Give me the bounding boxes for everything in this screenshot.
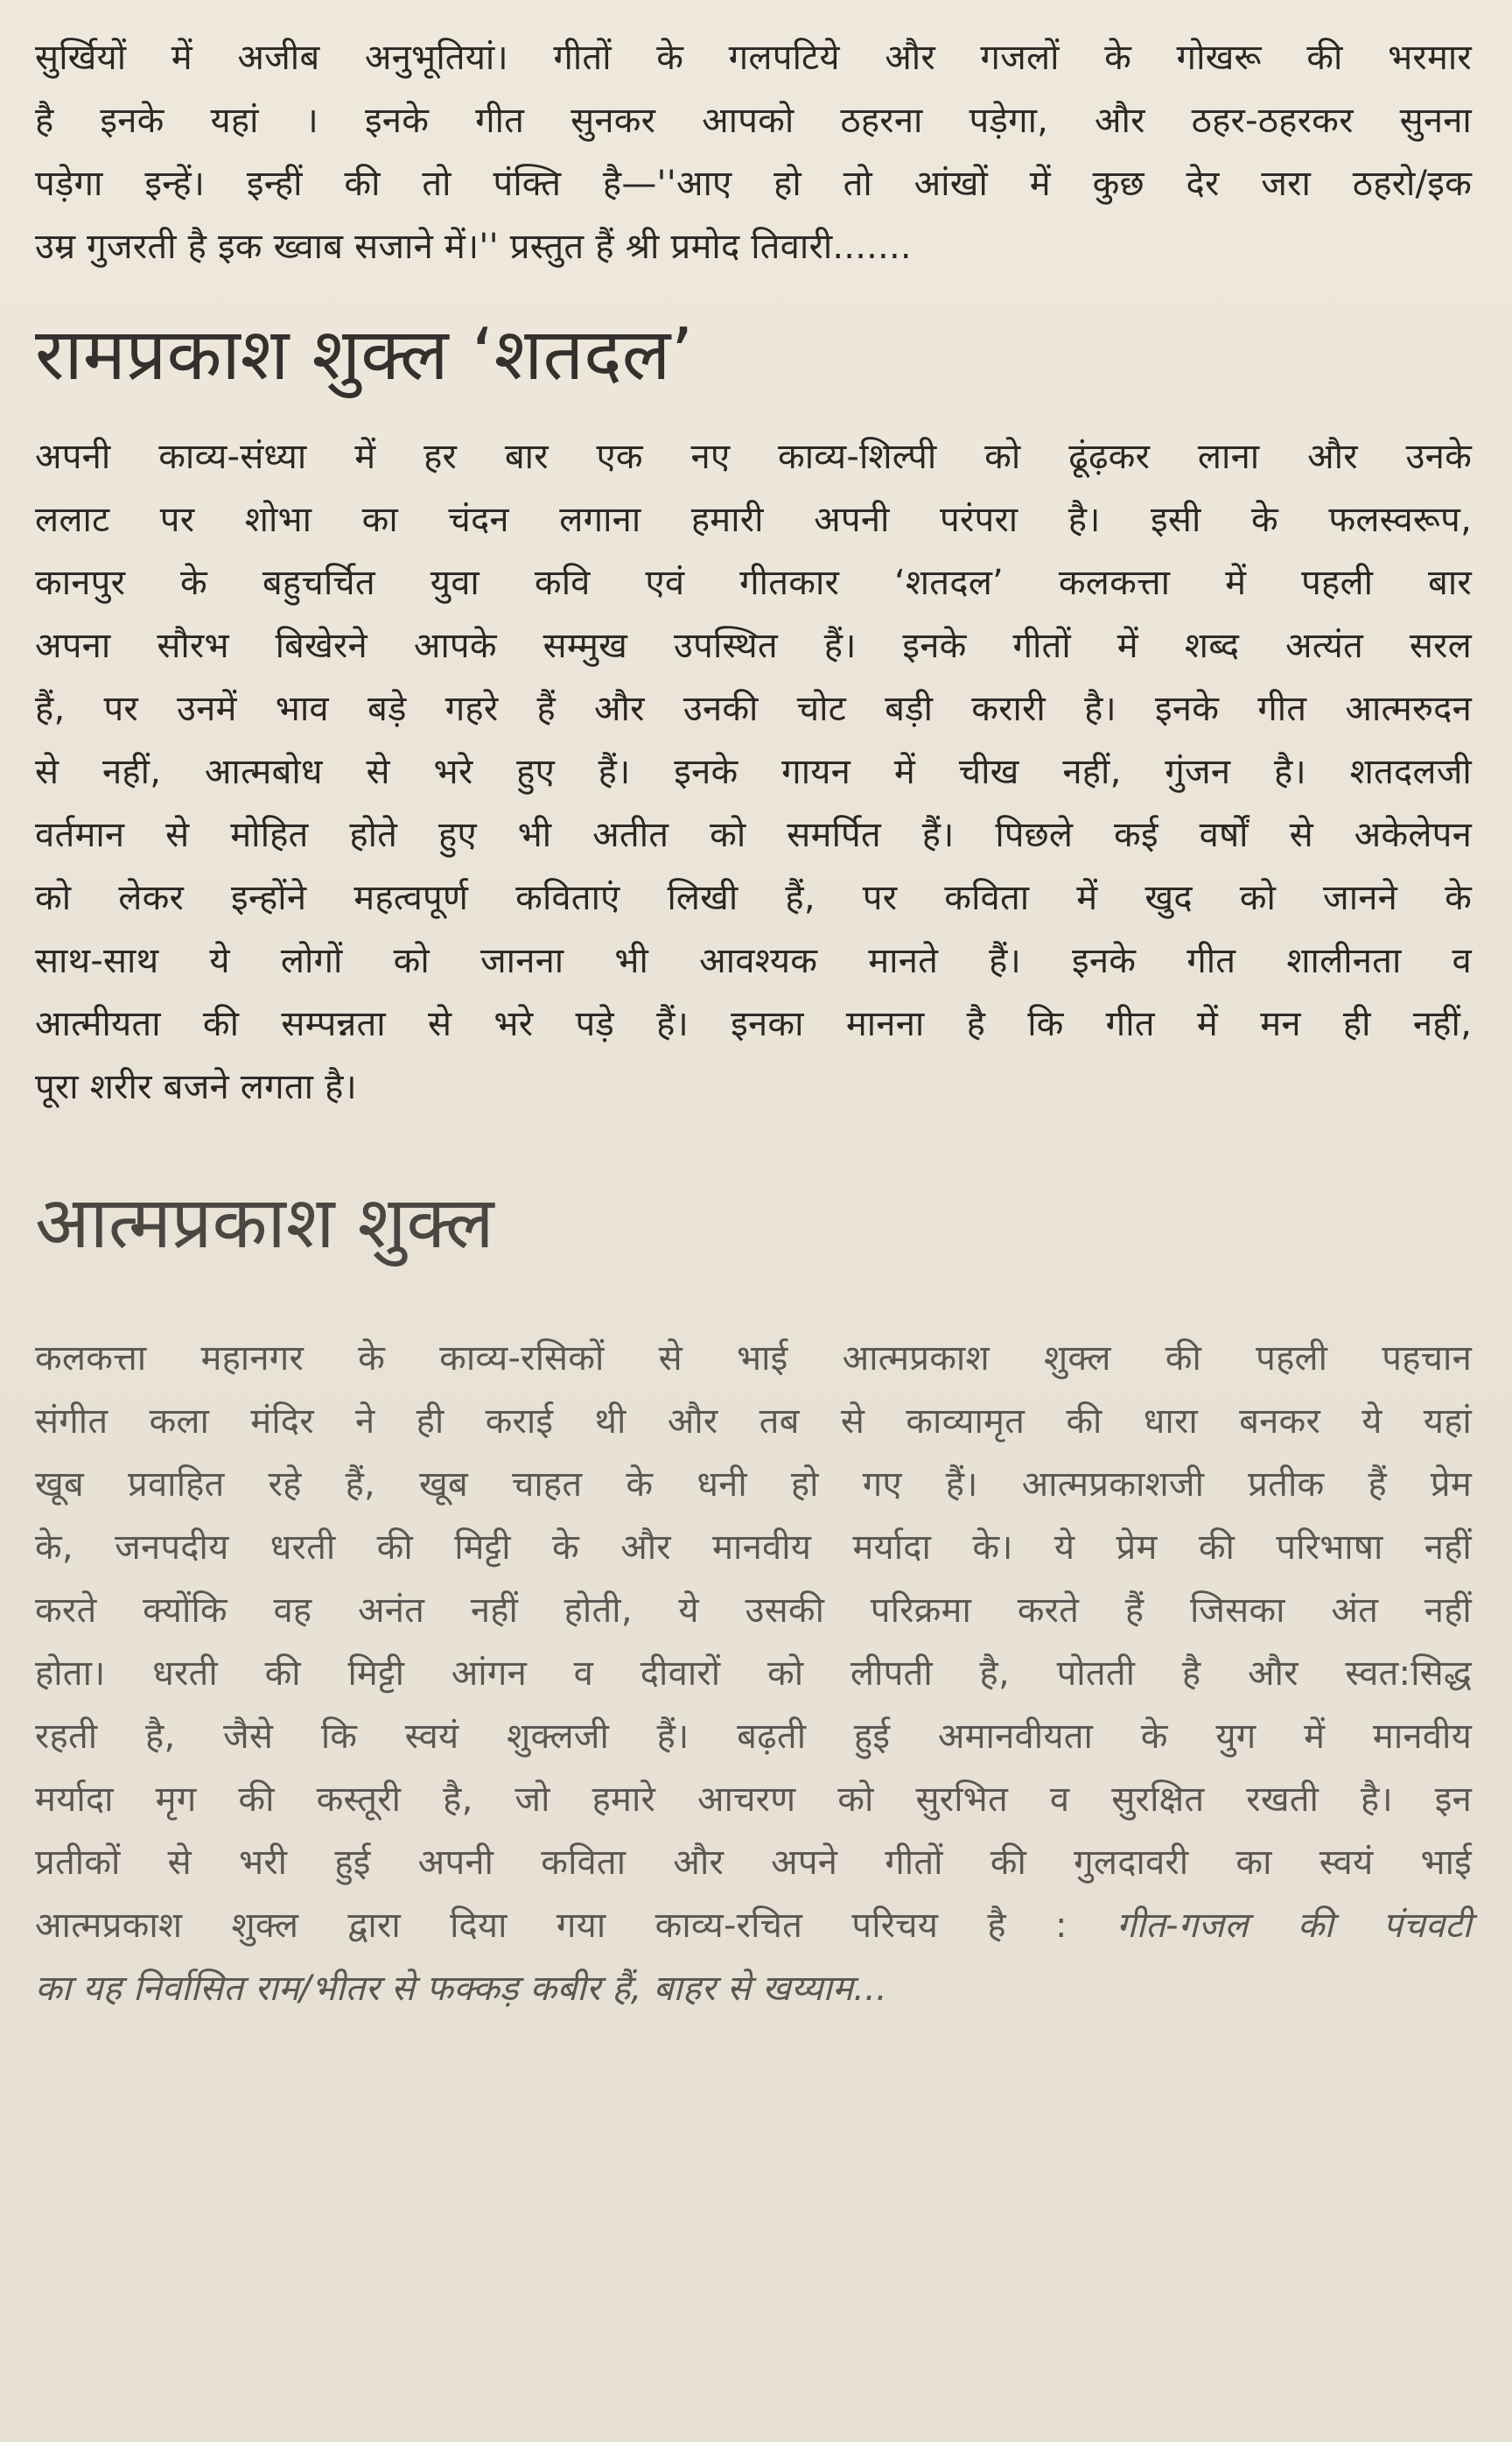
text-line: मर्यादा मृग की कस्तूरी है, जो हमारे आचरण को सुरभित व सुरक्षित रखती है। इन bbox=[35, 1779, 1472, 1820]
text-line: को लेकर इन्होंने महत्वपूर्ण कविताएं लिखी हैं, पर कविता में खुद को जानने के bbox=[35, 878, 1472, 918]
text-line: पड़ेगा इन्हें। इन्हीं की तो पंक्ति है—''आए हो तो आंखों में कुछ देर जरा ठहरो/इक bbox=[35, 164, 1472, 204]
text-line: खूब प्रवाहित रहे हैं, खूब चाहत के धनी हो गए हैं। आत्मप्रकाशजी प्रतीक हैं प्रेम bbox=[35, 1464, 1472, 1505]
text-line: कानपुर के बहुचर्चित युवा कवि एवं गीतकार ‘शतदल’ कलकत्ता में पहली बार bbox=[35, 563, 1472, 603]
text-line: आत्मीयता की सम्पन्नता से भरे पड़े हैं। इनका मानना है कि गीत में मन ही नहीं, bbox=[35, 1004, 1472, 1044]
text-line: अपना सौरभ बिखेरने आपके सम्मुख उपस्थित हैं। इनके गीतों में शब्द अत्यंत सरल bbox=[35, 626, 1472, 666]
text-line: से नहीं, आत्मबोध से भरे हुए हैं। इनके गायन में चीख नहीं, गुंजन है। शतदलजी bbox=[35, 752, 1472, 792]
text-line: संगीत कला मंदिर ने ही कराई थी और तब से काव्यामृत की धारा बनकर ये यहां bbox=[35, 1401, 1472, 1442]
text-line: है इनके यहां । इनके गीत सुनकर आपको ठहरना पड़ेगा, और ठहर-ठहरकर सुनना bbox=[35, 101, 1472, 141]
text-line: उम्र गुजरती है इक ख्वाब सजाने में।'' प्रस्तुत हैं श्री प्रमोद तिवारी....... bbox=[35, 227, 912, 267]
text-line: हैं, पर उनमें भाव बड़े गहरे हैं और उनकी चोट बड़ी करारी है। इनके गीत आत्मरुदन bbox=[35, 689, 1472, 729]
intro-paragraph bbox=[35, 26, 1472, 278]
text-line: वर्तमान से मोहित होते हुए भी अतीत को समर्पित हैं। पिछले कई वर्षों से अकेलेपन bbox=[35, 815, 1472, 855]
text-line: साथ-साथ ये लोगों को जानना भी आवश्यक मानते हैं। इनके गीत शालीनता व bbox=[35, 941, 1472, 981]
text-line: के, जनपदीय धरती की मिट्टी के और मानवीय मर्यादा के। ये प्रेम की परिभाषा नहीं bbox=[35, 1527, 1472, 1568]
text-line: अपनी काव्य-संध्या में हर बार एक नए काव्य-शिल्पी को ढूंढ़कर लाना और उनके bbox=[35, 437, 1472, 477]
quoted-verse-line: का यह निर्वासित राम/भीतर से फक्कड़ कबीर हैं, बाहर से खय्याम... bbox=[35, 1968, 887, 2009]
text-line: प्रतीकों से भरी हुई अपनी कविता और अपने गीतों की गुलदावरी का स्वयं भाई bbox=[35, 1842, 1472, 1883]
text-line: पूरा शरीर बजने लगता है। bbox=[35, 1067, 357, 1107]
text-line: सुर्खियों में अजीब अनुभूतियां। गीतों के गलपटिये और गजलों के गोखरू की भरमार bbox=[35, 38, 1472, 78]
text-line bbox=[35, 1894, 1472, 1957]
text-line: रहती है, जैसे कि स्वयं शुक्लजी हैं। बढ़ती हुई अमानवीयता के युग में मानवीय bbox=[35, 1716, 1472, 1757]
section1-paragraph bbox=[35, 425, 1472, 1119]
intro-phrase: आत्मप्रकाश शुक्ल द्वारा दिया गया काव्य-रचित परिचय है : bbox=[35, 1905, 1116, 1946]
text-line: होता। धरती की मिट्टी आंगन व दीवारों को लीपती है, पोतती है और स्वत:सिद्ध bbox=[35, 1653, 1472, 1694]
text-line: कलकत्ता महानगर के काव्य-रसिकों से भाई आत्मप्रकाश शुक्ल की पहली पहचान bbox=[35, 1338, 1472, 1379]
text-line: ललाट पर शोभा का चंदन लगाना हमारी अपनी परंपरा है। इसी के फलस्वरूप, bbox=[35, 500, 1472, 540]
section-heading-atmaprakash: आत्मप्रकाश शुक्ल bbox=[35, 1182, 494, 1265]
quoted-verse: गीत-गजल की पंचवटी bbox=[1116, 1905, 1472, 1946]
text-line: करते क्योंकि वह अनंत नहीं होती, ये उसकी परिक्रमा करते हैं जिसका अंत नहीं bbox=[35, 1590, 1472, 1631]
section2-paragraph bbox=[35, 1327, 1472, 2020]
section-heading-shatdal: रामप्रकाश शुक्ल ‘शतदल’ bbox=[35, 313, 694, 396]
